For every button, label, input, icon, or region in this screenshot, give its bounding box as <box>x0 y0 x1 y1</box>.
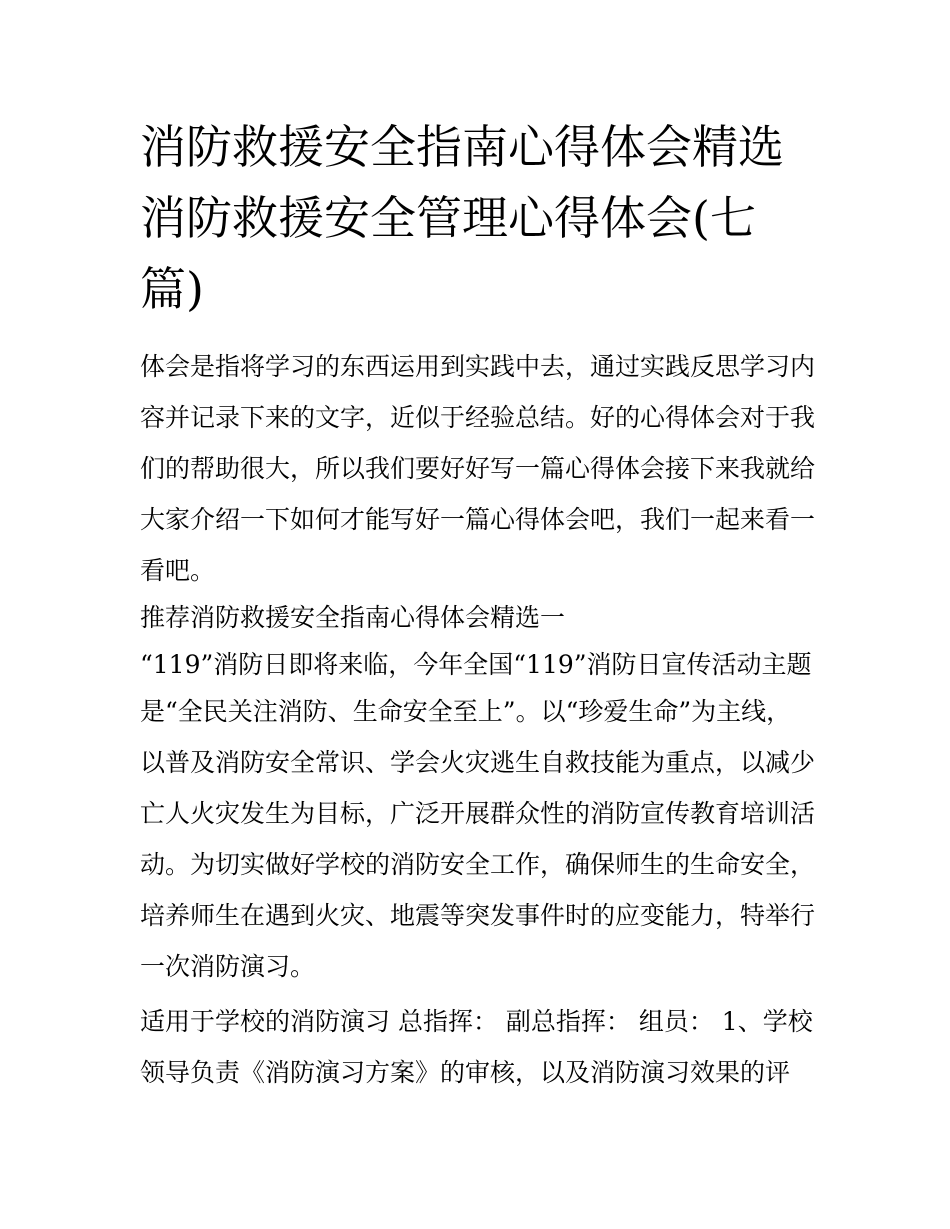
paragraph-theme-intro: “119”消防日即将来临，今年全国“119”消防日宣传活动主题 <box>140 650 812 679</box>
paragraph-drill-roles: 适用于学校的消防演习 总指挥： 副总指挥： 组员： 1、学校领导负责《消防演习方案》的审核，以及消防演习效果的评 <box>140 1007 813 1087</box>
paragraph-theme: 是“全民关注消防、生命安全至上”。以“珍爱生命”为主线，以普及消防安全常识、学会火灾逃生自救技能为重点，以减少亡人火灾发生为目标，广泛开展群众性的消防宣传教育培训活动。为切实做好学校的消防安全工作，确保师生的生命安全，培养师生在遇到火灾、地震等突发事件时的应变能力，特举行一次消防演习。 <box>140 697 816 981</box>
paragraph-section-heading: 推荐消防救援安全指南心得体会精选一 <box>140 603 566 632</box>
paragraph-intro: 体会是指将学习的东西运用到实践中去，通过实践反思学习内容并记录下来的文字，近似于经验总结。好的心得体会对于我们的帮助很大，所以我们要好好写一篇心得体会接下来我就给大家介绍一下如何才能写好一篇心得体会吧，我们一起来看一看吧。 <box>140 352 816 585</box>
document-title: 消防救援安全指南心得体会精选 消防救援安全管理心得体会(七篇) <box>140 120 784 316</box>
document-body <box>140 112 815 1098</box>
